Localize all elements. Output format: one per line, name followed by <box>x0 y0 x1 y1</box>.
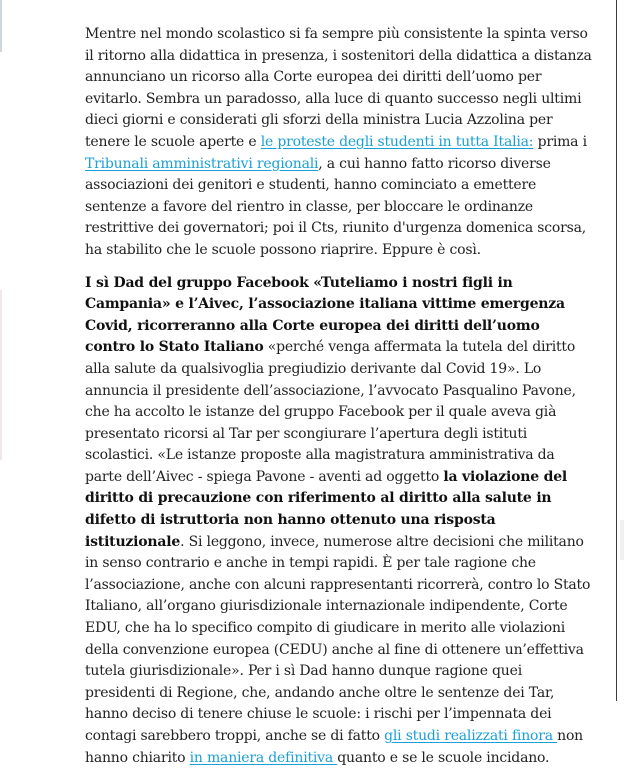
p2-bold-2: la violazione del diritto di precauzione con riferimento al diritto alla salute in difetto di istruttoria non hanno ottenuto una risposta istituzionale <box>85 468 568 550</box>
right-edge-tab <box>620 520 624 560</box>
link-tribunali-amministrativi[interactable]: Tribunali amministrativi regionali <box>85 155 319 172</box>
right-scroll-edge <box>616 0 617 701</box>
link-studi-realizzati[interactable]: gli studi realizzati finora <box>384 728 558 744</box>
p2-bold-1: I sì Dad del gruppo Facebook «Tuteliamo i nostri figli in Campania» e l’Aivec, l’associazione italiana vittime emergenza Covid, ricorreranno alla Corte europea dei diritti dell’uomo contro lo Stato Italiano <box>85 274 565 356</box>
paragraph-2 <box>85 273 593 770</box>
p1-text-2: prima i <box>533 133 587 150</box>
link-proteste-studenti[interactable]: le proteste degli studenti in tutta Italia: <box>260 133 534 150</box>
left-edge-strip <box>0 0 2 52</box>
paragraph-1 <box>85 24 593 262</box>
article-body <box>85 24 593 780</box>
p1-text-1: Mentre nel mondo scolastico si fa sempre più consistente la spinta verso il ritorno alla didattica in presenza, i sostenitori della didattica a distanza annunciano un ricorso alla Corte europea dei diritti dell’uomo per evitarlo. Sembra un paradosso, alla luce di quanto successo negli ultimi dieci giorni e considerati gli sforzi della ministra Lucia Azzolina per tenere le scuole aperte e <box>85 26 592 150</box>
p2-text-4: quanto e se le scuole incidano. <box>337 749 550 766</box>
p1-text-3: , a cui hanno fatto ricorso diverse associazioni dei genitori e studenti, hanno cominciato a emettere sentenze a favore del rientro in classe, per bloccare le ordinanze restrittive dei governatori; poi il Cts, riunito d'urgenza domenica scorsa, ha stabilito che le scuole possono riaprire. Eppure è così. <box>85 155 587 258</box>
p2-text-1: «perché venga affermata la tutela del diritto alla salute da qualsivoglia pregiudizio derivante dal Covid 19». Lo annuncia il presidente dell’associazione, l’avvocato Pasqualino Pavone, che ha accolto le istanze del gruppo Facebook per il quale aveva già presentato ricorsi al Tar per scongiurare l’apertura degli istituti scolastici. «Le istanze proposte alla magistratura amministrativa da parte dell’Aivec - spiega Pavone - aventi ad oggetto <box>85 339 576 485</box>
p2-text-3: non hanno chiarito <box>85 728 584 766</box>
link-maniera-definitiva[interactable]: in maniera definitiva <box>189 749 338 766</box>
left-edge-strip-pink <box>0 290 2 460</box>
p2-text-2: . Si leggono, invece, numerose altre decisioni che militano in senso contrario e anche in tempi rapidi. È per tale ragione che l’associazione, anche con alcuni rappresentanti ricorrerà, contro lo Stato Italiano, all’organo giurisdizionale internazionale indipendente, Corte EDU, che ha lo specifico compito di giudicare in merito alle violazioni della convenzione europea (CEDU) anche al fine di ottenere un’effettiva tutela giurisdizionale». Per i sì Dad hanno dunque ragione quei presidenti di Regione, che, andando anche oltre le sentenze dei Tar, hanno deciso di tenere chiuse le scuole: i rischi per l’impennata dei contagi sarebbero troppi, anche se di fatto <box>85 533 591 744</box>
